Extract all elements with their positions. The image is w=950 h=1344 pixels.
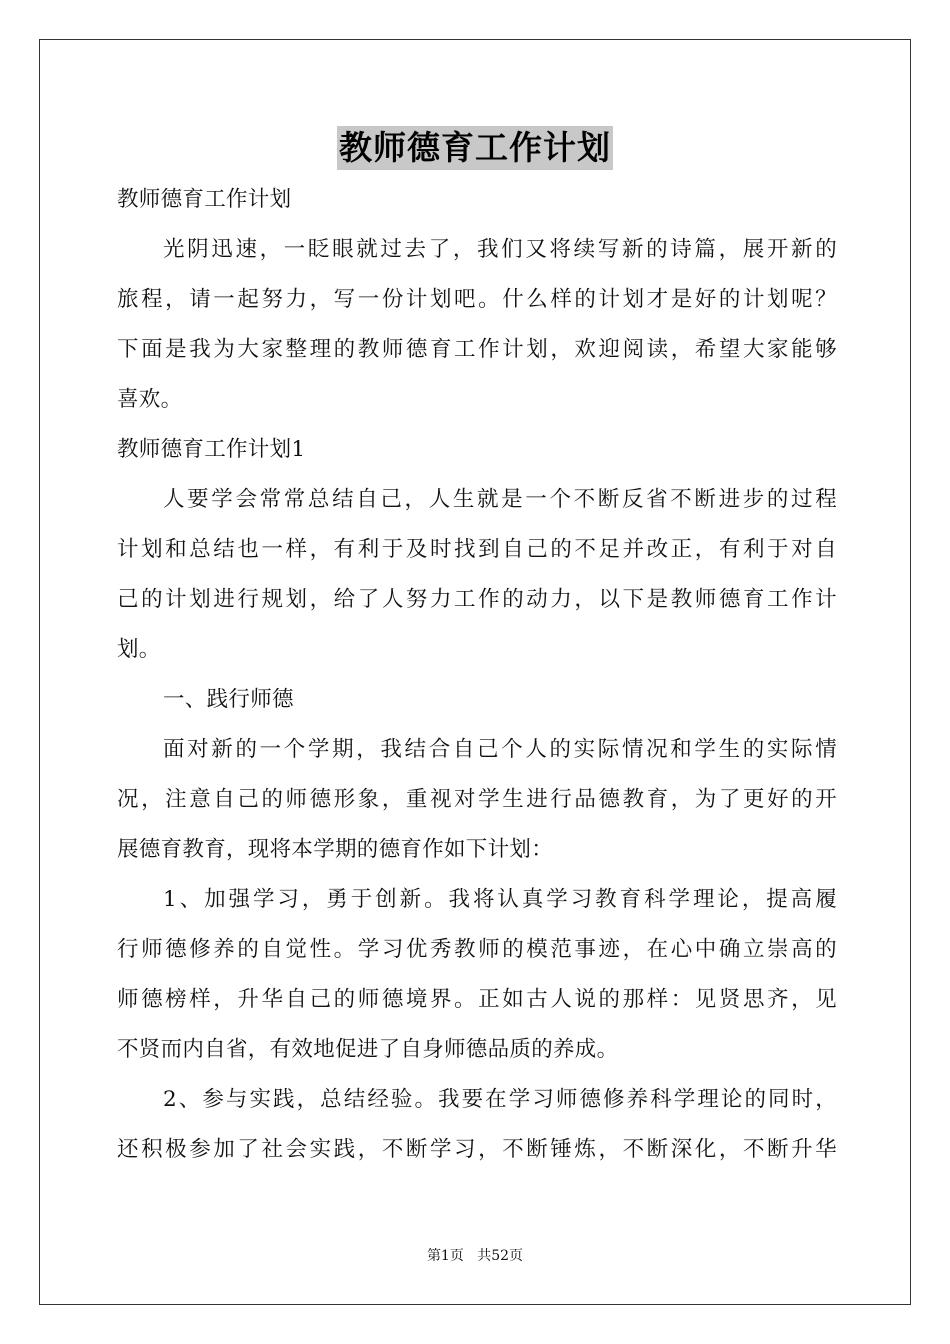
text-line: 人要学会常常总结自己，人生就是一个不断反省不断进步的过程 (163, 487, 837, 512)
text-line: 况，注意自己的师德形象，重视对学生进行品德教育，为了更好的开 (117, 787, 837, 812)
text-line: 光阴迅速，一眨眼就过去了，我们又将续写新的诗篇，展开新的 (163, 237, 837, 262)
text-line: 2、参与实践，总结经验。我要在学习师德修养科学理论的同时， (163, 1087, 837, 1112)
text-line: 旅程，请一起努力，写一份计划吧。什么样的计划才是好的计划呢？ (117, 287, 837, 312)
text-line: 计划和总结也一样，有利于及时找到自己的不足并改正，有利于对自 (117, 537, 837, 562)
title-container (0, 126, 950, 170)
document-title: 教师德育工作计划 (337, 126, 613, 170)
text-line: 下面是我为大家整理的教师德育工作计划，欢迎阅读，希望大家能够 (117, 337, 837, 362)
text-line: 不贤而内自省，有效地促进了自身师德品质的养成。 (117, 1037, 619, 1062)
page-number: 第1页 (426, 1248, 464, 1264)
page-total: 共52页 (477, 1248, 524, 1264)
document-body (117, 175, 837, 1175)
text-line: 教师德育工作计划1 (117, 437, 306, 462)
text-line: 喜欢。 (117, 387, 183, 412)
text-line: 还积极参加了社会实践，不断学习，不断锤炼，不断深化，不断升华 (117, 1137, 837, 1162)
text-line: 己的计划进行规划，给了人努力工作的动力，以下是教师德育工作计 (117, 587, 837, 612)
text-line: 划。 (117, 637, 161, 662)
page-footer (0, 1246, 950, 1266)
text-line: 师德榜样，升华自己的师德境界。正如古人说的那样：见贤思齐，见 (117, 987, 837, 1012)
text-line: 展德育教育，现将本学期的德育作如下计划： (117, 837, 554, 862)
text-line: 行师德修养的自觉性。学习优秀教师的模范事迹，在心中确立崇高的 (117, 937, 837, 962)
text-line: 教师德育工作计划 (117, 187, 292, 212)
text-line: 1、加强学习，勇于创新。我将认真学习教育科学理论，提高履 (163, 887, 837, 912)
text-line: 面对新的一个学期，我结合自己个人的实际情况和学生的实际情 (163, 737, 837, 762)
text-line: 一、践行师德 (163, 687, 294, 712)
